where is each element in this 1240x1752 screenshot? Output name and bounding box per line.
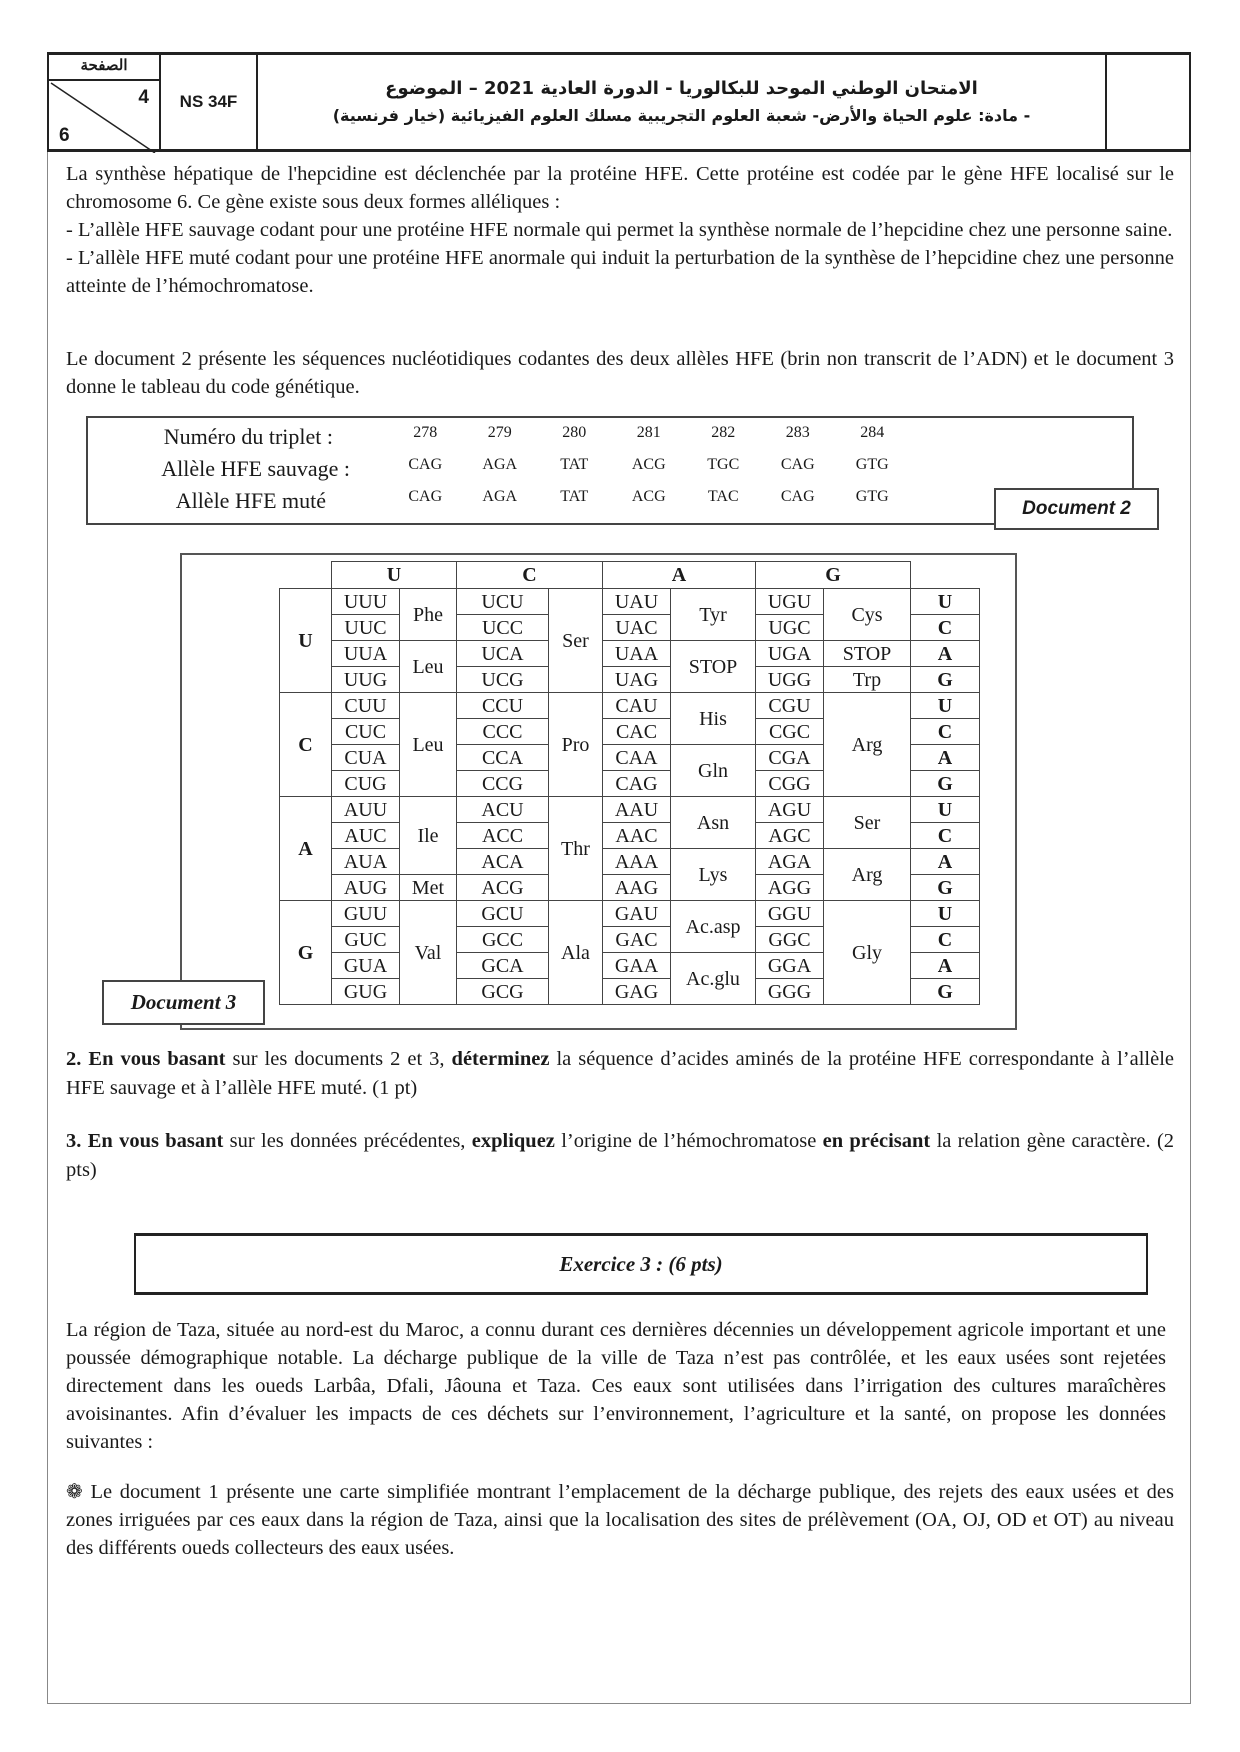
codon-row	[280, 641, 980, 667]
q3-text2: l’origine de l’hémochromatose	[554, 1130, 823, 1152]
codon-cell: UAG	[603, 667, 671, 693]
codon-cell: ACC	[457, 823, 549, 849]
codon-cell: GCU	[457, 901, 549, 927]
codon-cell: UUC	[332, 615, 400, 641]
codon-cell: AAC	[603, 823, 671, 849]
codon-cell: GUU	[332, 901, 400, 927]
third-letter: U	[911, 901, 980, 927]
codon-cell: AGU	[756, 797, 824, 823]
third-letter: A	[911, 849, 980, 875]
amino-acid-cell: Lys	[671, 849, 756, 901]
codon-cell: GUG	[332, 979, 400, 1005]
page-label: الصفحة	[49, 55, 159, 81]
codon-cell: ACG	[457, 875, 549, 901]
third-letter: U	[911, 589, 980, 615]
third-letter: G	[911, 979, 980, 1005]
intro-line1: La synthèse hépatique de l'hepcidine est déclenchée par la protéine HFE. Cette protéine est codée par le gène HFE localisé sur le chromosome 6. Ce gène existe sous deux formes alléliques :	[66, 163, 1174, 213]
codon-cell: UUG	[332, 667, 400, 693]
codon-cell: CCA	[457, 745, 549, 771]
codon-cell: UGC	[756, 615, 824, 641]
codon-cell: UUU	[332, 589, 400, 615]
exercise-3-title: Exercice 3 : (6 pts)	[559, 1251, 723, 1276]
codon-cell: GAU	[603, 901, 671, 927]
intro-line3: - L’allèle HFE muté codant pour une protéine HFE anormale qui induit la perturbation de la synthèse de l’hepcidine chez une personne atteinte de l’hémochromatose.	[66, 247, 1174, 297]
codon-row	[280, 901, 980, 927]
amino-acid-cell: Arg	[824, 849, 911, 901]
amino-acid-cell: Val	[400, 901, 457, 1005]
q3-number: 3.	[66, 1130, 82, 1152]
amino-acid-cell: His	[671, 693, 756, 745]
amino-acid-cell: Phe	[400, 589, 457, 641]
cell: 282	[711, 424, 736, 441]
third-letter: A	[911, 641, 980, 667]
q2-bold2: déterminez	[451, 1048, 550, 1070]
page-number-box	[49, 55, 161, 149]
codon-cell: CCU	[457, 693, 549, 719]
codon-cell: AAA	[603, 849, 671, 875]
third-letter: U	[911, 797, 980, 823]
codon-cell: UCU	[457, 589, 549, 615]
codon-cell: GCC	[457, 927, 549, 953]
amino-acid-cell: Ser	[824, 797, 911, 849]
codon-cell: CAC	[603, 719, 671, 745]
amino-acid-cell: Ac.asp	[671, 901, 756, 953]
wild-allele-cells	[388, 456, 910, 474]
third-letter: G	[911, 771, 980, 797]
amino-acid-cell: Cys	[824, 589, 911, 641]
codon-cell: UCC	[457, 615, 549, 641]
second-letter-header: U	[332, 562, 457, 589]
codon-row	[280, 589, 980, 615]
q2-bold1: En vous basant	[88, 1048, 226, 1070]
question-3	[66, 1127, 1174, 1185]
q3-bold1: En vous basant	[87, 1130, 224, 1152]
corner-blank	[280, 562, 332, 589]
amino-acid-cell: Leu	[400, 693, 457, 797]
row-label: Allèle HFE muté	[175, 488, 326, 513]
document-3-label: Document 3	[102, 980, 265, 1025]
amino-acid-cell: Ile	[400, 797, 457, 875]
exercise-3-title-box	[134, 1233, 1148, 1295]
first-letter: G	[280, 901, 332, 1005]
document-2-label: Document 2	[994, 488, 1159, 530]
amino-acid-cell: Met	[400, 875, 457, 901]
third-letter: C	[911, 927, 980, 953]
third-letter: U	[911, 693, 980, 719]
amino-acid-cell: Thr	[549, 797, 603, 901]
header-empty-cell	[1107, 55, 1189, 149]
third-letter: G	[911, 875, 980, 901]
codon-cell: GAC	[603, 927, 671, 953]
amino-acid-cell: Arg	[824, 693, 911, 797]
cell: CAG	[408, 456, 443, 473]
first-letter: U	[280, 589, 332, 693]
q3-bold3: en précisant	[822, 1130, 931, 1152]
codon-cell: UUA	[332, 641, 400, 667]
codon-cell: GCG	[457, 979, 549, 1005]
amino-acid-cell: Tyr	[671, 589, 756, 641]
third-letter: C	[911, 823, 980, 849]
exercise-3-doc1-paragraph	[66, 1478, 1174, 1562]
triplet-number-row	[88, 424, 333, 456]
amino-acid-cell: Gly	[824, 901, 911, 1005]
page-fraction	[49, 81, 159, 151]
cell: TAT	[560, 456, 589, 473]
codon-cell: GGU	[756, 901, 824, 927]
first-letter: C	[280, 693, 332, 797]
codon-cell: GCA	[457, 953, 549, 979]
codon-cell: CUU	[332, 693, 400, 719]
codon-row	[280, 849, 980, 875]
codon-cell: UCA	[457, 641, 549, 667]
flower-bullet-icon: ❁	[66, 1481, 83, 1503]
codon-cell: CAG	[603, 771, 671, 797]
wild-allele-row	[88, 456, 350, 488]
codon-cell: AUC	[332, 823, 400, 849]
row-label: Numéro du triplet :	[163, 424, 333, 449]
codon-cell: GAG	[603, 979, 671, 1005]
amino-acid-cell: Ser	[549, 589, 603, 693]
cell: 278	[413, 424, 438, 441]
codon-cell: GGG	[756, 979, 824, 1005]
exam-title-line2: - مادة: علوم الحياة والأرض- شعبة العلوم التجريبية مسلك العلوم الفيزيائية (خيار فرنسية)	[332, 106, 1031, 125]
cell: AGA	[482, 488, 518, 505]
cell: TGC	[707, 456, 740, 473]
q2-number: 2.	[66, 1048, 82, 1070]
codon-cell: AGC	[756, 823, 824, 849]
codon-cell: CGU	[756, 693, 824, 719]
cell: CAG	[780, 488, 815, 505]
cell: CAG	[780, 456, 815, 473]
cell: 284	[860, 424, 885, 441]
codon-cell: GUA	[332, 953, 400, 979]
codon-cell: CCC	[457, 719, 549, 745]
second-letter-header: A	[603, 562, 756, 589]
codon-cell: AAG	[603, 875, 671, 901]
q2-text2: la séquence d’acides aminés de la protéine HFE correspondante à l’allèle HFE sauvage et à l’allèle HFE muté. (1 pt)	[66, 1048, 1175, 1099]
amino-acid-cell: STOP	[824, 641, 911, 667]
mutant-allele-cells	[388, 488, 910, 506]
page-current: 4	[138, 87, 149, 108]
cell: 279	[487, 424, 512, 441]
q2-text1: sur les documents 2 et 3,	[225, 1048, 452, 1070]
q3-text3: la relation gène caractère. (2 pts)	[66, 1130, 1175, 1181]
codon-cell: GGA	[756, 953, 824, 979]
codon-cell: GGC	[756, 927, 824, 953]
codon-cell: CAA	[603, 745, 671, 771]
codon-cell: CGA	[756, 745, 824, 771]
codon-cell: CAU	[603, 693, 671, 719]
q3-text1: sur les données précédentes,	[223, 1130, 472, 1152]
third-letter: G	[911, 667, 980, 693]
codon-cell: GUC	[332, 927, 400, 953]
document-2-box	[86, 416, 1134, 525]
codon-cell: UGU	[756, 589, 824, 615]
mutant-allele-row	[88, 488, 326, 520]
codon-cell: UAA	[603, 641, 671, 667]
third-letter: A	[911, 953, 980, 979]
codon-row	[280, 693, 980, 719]
amino-acid-cell: Pro	[549, 693, 603, 797]
intro-paragraph	[66, 160, 1174, 300]
amino-acid-cell: Ala	[549, 901, 603, 1005]
doc1-description: Le document 1 présente une carte simplifiée montrant l’emplacement de la décharge publique, des rejets des eaux usées et des zones irriguées par ces eaux dans la région de Taza, ainsi que la localisation des sites de prélèvement (OA, OJ, OD et OT) au niveau des différents oueds collecteurs des eaux usées.	[66, 1481, 1174, 1559]
codon-cell: UAC	[603, 615, 671, 641]
intro2-paragraph: Le document 2 présente les séquences nucléotidiques codantes des deux allèles HFE (brin non transcrit de l’ADN) et le document 3 donne le tableau du code génétique.	[66, 348, 1174, 398]
exercise-3-intro: La région de Taza, située au nord-est du Maroc, a connu durant ces dernières décennies un développement agricole important et une poussée démographique notable. La décharge publique de la ville de Taza n’est pas contrôlée, et les eaux usées sont rejetées directement dans les oueds Larbâa, Dfali, Jâouna et Taza. Ces eaux sont utilisées dans l’irrigation des cultures maraîchères avoisinantes. Afin d’évaluer les impacts de ces déchets sur l’environnement, l’agriculture et la santé, on propose les données suivantes :	[66, 1319, 1166, 1453]
cell: GTG	[855, 488, 889, 505]
amino-acid-cell: Ac.glu	[671, 953, 756, 1005]
amino-acid-cell: Asn	[671, 797, 756, 849]
codon-cell: CGG	[756, 771, 824, 797]
cell: TAT	[560, 488, 589, 505]
exam-title	[258, 55, 1107, 149]
cell: TAC	[707, 488, 739, 505]
cell: 283	[785, 424, 810, 441]
triplet-number-cells	[388, 424, 910, 442]
codon-cell: AUG	[332, 875, 400, 901]
intro-line2: - L’allèle HFE sauvage codant pour une protéine HFE normale qui permet la synthèse normale de l’hepcidine chez une personne saine.	[66, 219, 1173, 241]
codon-cell: AGA	[756, 849, 824, 875]
page-total: 6	[59, 125, 70, 146]
third-letter: A	[911, 745, 980, 771]
codon-cell: AAU	[603, 797, 671, 823]
cell: CAG	[408, 488, 443, 505]
cell: ACG	[631, 488, 666, 505]
cell: 280	[562, 424, 587, 441]
third-letter: C	[911, 615, 980, 641]
codon-cell: ACA	[457, 849, 549, 875]
codon-cell: UGA	[756, 641, 824, 667]
codon-cell: AUA	[332, 849, 400, 875]
codon-cell: CCG	[457, 771, 549, 797]
first-letter: A	[280, 797, 332, 901]
row-label: Allèle HFE sauvage :	[161, 456, 350, 481]
cell: ACG	[631, 456, 666, 473]
genetic-code-table	[279, 561, 980, 1005]
amino-acid-cell: Trp	[824, 667, 911, 693]
codon-cell: CGC	[756, 719, 824, 745]
codon-row	[280, 667, 980, 693]
codon-cell: UGG	[756, 667, 824, 693]
codon-cell: AUU	[332, 797, 400, 823]
codon-cell: CUC	[332, 719, 400, 745]
codon-row	[280, 797, 980, 823]
codon-cell: GAA	[603, 953, 671, 979]
second-letter-header: G	[756, 562, 911, 589]
amino-acid-cell: Leu	[400, 641, 457, 693]
corner-blank	[911, 562, 980, 589]
codon-cell: AGG	[756, 875, 824, 901]
third-letter: C	[911, 719, 980, 745]
cell: AGA	[482, 456, 518, 473]
question-2	[66, 1045, 1174, 1103]
amino-acid-cell: Gln	[671, 745, 756, 797]
exam-title-line1: الامتحان الوطني الموحد للبكالوريا - الدورة العادية 2021 – الموضوع	[385, 78, 978, 99]
codon-cell: CUG	[332, 771, 400, 797]
q3-bold2: expliquez	[471, 1130, 555, 1152]
exam-header	[47, 52, 1191, 152]
codon-cell: UCG	[457, 667, 549, 693]
cell: GTG	[855, 456, 889, 473]
exam-code: NS 34F	[161, 55, 258, 149]
codon-cell: CUA	[332, 745, 400, 771]
codon-cell: UAU	[603, 589, 671, 615]
cell: 281	[636, 424, 661, 441]
amino-acid-cell: STOP	[671, 641, 756, 693]
codon-cell: ACU	[457, 797, 549, 823]
second-letter-header: C	[457, 562, 603, 589]
